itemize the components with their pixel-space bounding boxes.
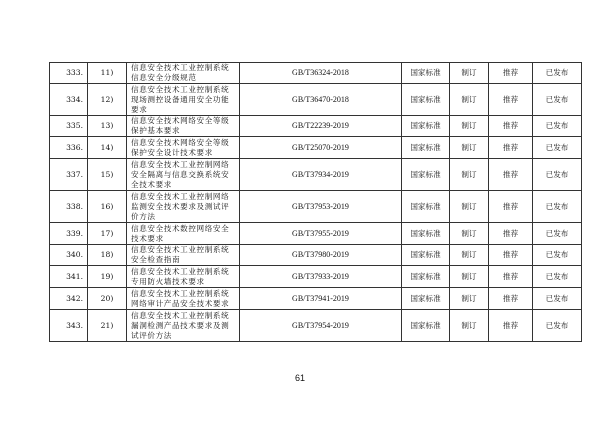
standard-name-line: 安全隔离与信息交换系统安 <box>131 169 230 179</box>
standard-code: GB/T22239-2019 <box>240 116 402 137</box>
standard-code: GB/T37934-2019 <box>240 159 402 191</box>
standard-level: 国家标准 <box>402 245 450 266</box>
standard-name-line: 保护基本要求 <box>131 126 181 135</box>
table-row <box>50 191 582 223</box>
revision-type: 制订 <box>450 288 489 310</box>
standard-code: GB/T37933-2019 <box>240 266 402 288</box>
publish-status: 已发布 <box>533 266 582 288</box>
table-body <box>50 63 582 342</box>
publish-status: 已发布 <box>533 137 582 159</box>
standard-level: 国家标准 <box>402 63 450 84</box>
revision-type: 制订 <box>450 63 489 84</box>
standard-name <box>127 310 240 342</box>
row-number: 333. <box>50 63 88 84</box>
standard-name-line: 信息安全技术工业控制系统 <box>131 310 230 320</box>
standard-name-line: 监测安全技术要求及测试评 <box>131 201 230 211</box>
standard-nature: 推荐 <box>489 288 533 310</box>
standard-nature: 推荐 <box>489 191 533 223</box>
standard-name <box>127 63 240 84</box>
revision-type: 制订 <box>450 159 489 191</box>
standard-name <box>127 84 240 116</box>
standard-name-line: 信息安全技术工业控制系统 <box>131 63 230 72</box>
standard-name <box>127 116 240 137</box>
standard-name-line: 试评价方法 <box>131 330 172 340</box>
table-row <box>50 137 582 159</box>
standard-nature: 推荐 <box>489 116 533 137</box>
standard-name <box>127 137 240 159</box>
standard-level: 国家标准 <box>402 266 450 288</box>
standard-code: GB/T37941-2019 <box>240 288 402 310</box>
sub-number: 19) <box>88 266 127 288</box>
standard-level: 国家标准 <box>402 310 450 342</box>
sub-number: 20) <box>88 288 127 310</box>
standard-name-line: 信息安全技术工业控制系统 <box>131 84 230 94</box>
revision-type: 制订 <box>450 191 489 223</box>
row-number: 337. <box>50 159 88 191</box>
page-number: 61 <box>294 373 305 383</box>
standard-name-line: 信息安全技术工业控制系统 <box>131 288 230 298</box>
standard-level: 国家标准 <box>402 116 450 137</box>
standard-name <box>127 191 240 223</box>
table-row <box>50 266 582 288</box>
row-number: 338. <box>50 191 88 223</box>
standard-name-line: 信息安全分级规范 <box>131 73 197 82</box>
revision-type: 制订 <box>450 137 489 159</box>
table-row <box>50 84 582 116</box>
standard-name <box>127 223 240 245</box>
standard-nature: 推荐 <box>489 223 533 245</box>
table-row <box>50 223 582 245</box>
sub-number: 14) <box>88 137 127 159</box>
sub-number: 21) <box>88 310 127 342</box>
standard-nature: 推荐 <box>489 137 533 159</box>
standards-table <box>49 62 582 342</box>
sub-number: 12) <box>88 84 127 116</box>
sub-number: 13) <box>88 116 127 137</box>
standard-code: GB/T37953-2019 <box>240 191 402 223</box>
standard-name-line: 现场测控设备通用安全功能 <box>131 94 230 104</box>
standard-name-line: 全技术要求 <box>131 179 172 189</box>
revision-type: 制订 <box>450 310 489 342</box>
publish-status: 已发布 <box>533 84 582 116</box>
standard-name-line: 信息安全技术工业控制网络 <box>131 191 230 201</box>
standard-name <box>127 159 240 191</box>
standard-name <box>127 245 240 266</box>
sub-number: 15) <box>88 159 127 191</box>
row-number: 343. <box>50 310 88 342</box>
standard-nature: 推荐 <box>489 245 533 266</box>
row-number: 336. <box>50 137 88 159</box>
standard-name-line: 要求 <box>131 104 148 114</box>
standard-name-line: 信息安全技术工业控制系统 <box>131 266 230 276</box>
sub-number: 17) <box>88 223 127 245</box>
standard-nature: 推荐 <box>489 63 533 84</box>
standard-level: 国家标准 <box>402 84 450 116</box>
standard-name-line: 安全检查指南 <box>131 255 181 264</box>
table-row <box>50 63 582 84</box>
revision-type: 制订 <box>450 84 489 116</box>
row-number: 334. <box>50 84 88 116</box>
publish-status: 已发布 <box>533 159 582 191</box>
publish-status: 已发布 <box>533 288 582 310</box>
standard-name-line: 信息安全技术网络安全等级 <box>131 116 230 125</box>
standard-name <box>127 288 240 310</box>
standard-code: GB/T37955-2019 <box>240 223 402 245</box>
table-row <box>50 245 582 266</box>
row-number: 340. <box>50 245 88 266</box>
sub-number: 16) <box>88 191 127 223</box>
revision-type: 制订 <box>450 245 489 266</box>
publish-status: 已发布 <box>533 63 582 84</box>
revision-type: 制订 <box>450 116 489 137</box>
standard-name-line: 信息安全技术工业控制系统 <box>131 245 230 254</box>
publish-status: 已发布 <box>533 245 582 266</box>
row-number: 335. <box>50 116 88 137</box>
standard-name-line: 漏洞检测产品技术要求及测 <box>131 320 230 330</box>
standard-code: GB/T25070-2019 <box>240 137 402 159</box>
standard-name-line: 专用防火墙技术要求 <box>131 276 205 286</box>
table-row <box>50 288 582 310</box>
standard-code: GB/T37954-2019 <box>240 310 402 342</box>
standard-level: 国家标准 <box>402 137 450 159</box>
row-number: 341. <box>50 266 88 288</box>
standard-code: GB/T37980-2019 <box>240 245 402 266</box>
standard-nature: 推荐 <box>489 266 533 288</box>
standard-code: GB/T36470-2018 <box>240 84 402 116</box>
standard-name-line: 信息安全技术工业控制网络 <box>131 159 230 169</box>
table-row <box>50 116 582 137</box>
standard-name-line: 保护安全设计技术要求 <box>131 147 213 157</box>
publish-status: 已发布 <box>533 191 582 223</box>
row-number: 339. <box>50 223 88 245</box>
standard-name-line: 网络审计产品安全技术要求 <box>131 298 230 308</box>
standard-code: GB/T36324-2018 <box>240 63 402 84</box>
standard-nature: 推荐 <box>489 159 533 191</box>
standard-level: 国家标准 <box>402 191 450 223</box>
standard-name-line: 信息安全技术网络安全等级 <box>131 137 230 147</box>
table-row <box>50 159 582 191</box>
standard-name-line: 技术要求 <box>131 233 164 243</box>
publish-status: 已发布 <box>533 116 582 137</box>
standard-level: 国家标准 <box>402 159 450 191</box>
standard-name-line: 信息安全技术数控网络安全 <box>131 223 230 233</box>
standard-name <box>127 266 240 288</box>
publish-status: 已发布 <box>533 310 582 342</box>
row-number: 342. <box>50 288 88 310</box>
standard-nature: 推荐 <box>489 84 533 116</box>
standard-level: 国家标准 <box>402 288 450 310</box>
publish-status: 已发布 <box>533 223 582 245</box>
standard-name-line: 价方法 <box>131 211 156 221</box>
standard-nature: 推荐 <box>489 310 533 342</box>
revision-type: 制订 <box>450 223 489 245</box>
revision-type: 制订 <box>450 266 489 288</box>
sub-number: 18) <box>88 245 127 266</box>
table-row <box>50 310 582 342</box>
standard-level: 国家标准 <box>402 223 450 245</box>
sub-number: 11) <box>88 63 127 84</box>
